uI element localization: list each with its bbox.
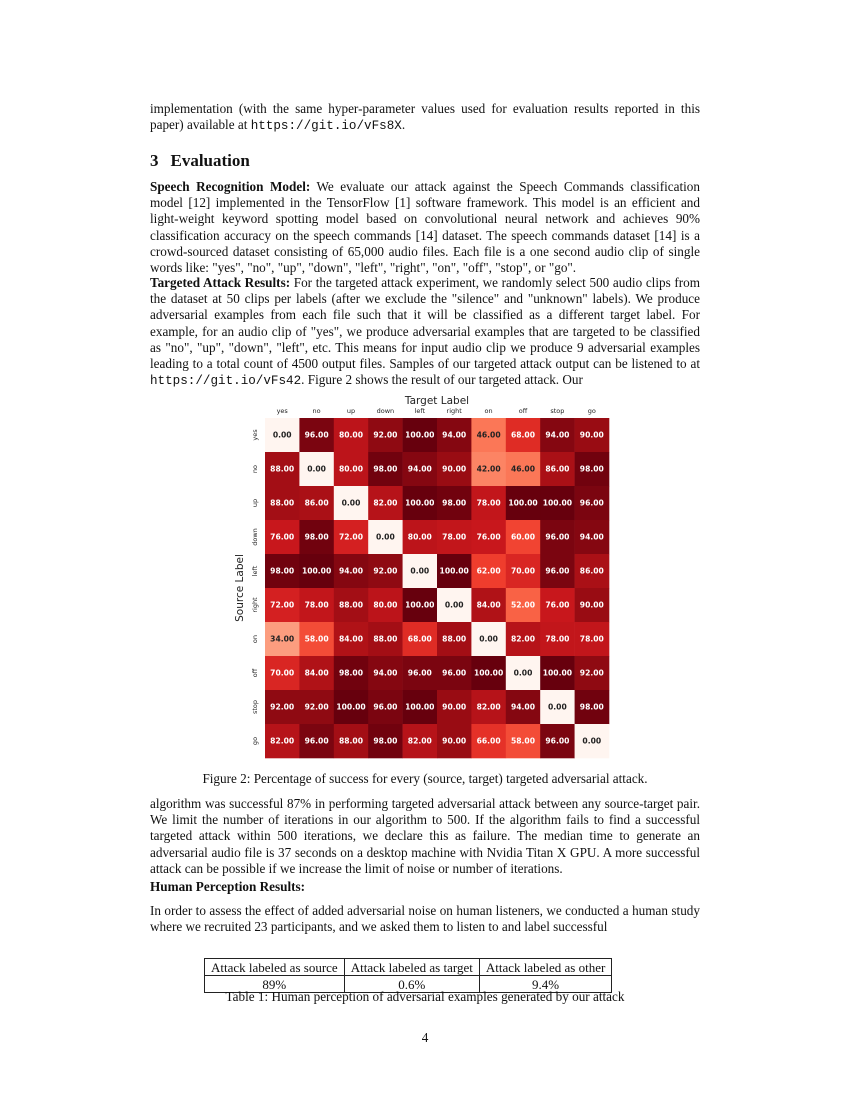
cell-value-label: 94.00 <box>579 532 604 542</box>
cell-value-label: 0.00 <box>410 566 430 576</box>
x-tick-label: down <box>376 407 395 415</box>
cell-value-label: 82.00 <box>373 498 398 508</box>
table-caption: Table 1: Human perception of adversarial examples generated by our attack <box>225 989 625 1004</box>
cell-value-label: 96.00 <box>407 668 432 678</box>
cell-value-label: 100.00 <box>542 498 573 508</box>
code-url-link[interactable]: https://git.io/vFs8X <box>250 119 402 134</box>
cell-value-label: 78.00 <box>579 634 604 644</box>
table-cell: 0.6% <box>344 976 479 993</box>
page-number: 4 <box>421 1030 429 1045</box>
cell-value-label: 92.00 <box>304 702 329 712</box>
cell-value-label: 100.00 <box>405 702 435 712</box>
cell-value-label: 94.00 <box>338 566 364 576</box>
x-tick-label: up <box>346 407 356 415</box>
x-tick-label: go <box>587 407 596 415</box>
cell-value-label: 96.00 <box>545 736 570 746</box>
cell-value-label: 82.00 <box>270 736 295 746</box>
cell-value-label: 46.00 <box>476 430 501 440</box>
table-cell: 89% <box>205 976 345 993</box>
table-header-cell: Attack labeled as target <box>344 959 479 976</box>
cell-value-label: 86.00 <box>304 498 329 508</box>
cell-value-label: 88.00 <box>338 736 364 746</box>
cell-value-label: 98.00 <box>373 736 398 746</box>
cell-value-label: 70.00 <box>270 668 295 678</box>
cell-value-label: 78.00 <box>476 498 501 508</box>
cell-value-label: 96.00 <box>373 702 398 712</box>
cell-value-label: 80.00 <box>338 430 364 440</box>
cell-value-label: 72.00 <box>270 600 295 610</box>
y-tick-label: right <box>251 597 259 613</box>
cell-value-label: 94.00 <box>442 430 467 440</box>
cell-value-label: 94.00 <box>373 668 398 678</box>
intro-text: implementation (with the same hyper-parameter values used for evaluation results reported in this paper) available at <box>150 101 700 133</box>
y-tick-label: go <box>251 736 259 746</box>
y-tick-label: off <box>251 668 259 678</box>
cell-value-label: 82.00 <box>476 702 501 712</box>
cell-value-label: 0.00 <box>376 532 395 542</box>
cell-value-label: 98.00 <box>442 498 467 508</box>
x-tick-label: left <box>414 407 426 415</box>
cell-value-label: 76.00 <box>545 600 570 610</box>
human-paragraph: In order to assess the effect of added adversarial noise on human listeners, we conducted a human study where we recruited 23 participants, and we asked them to listen to and label successful <box>150 903 700 935</box>
cell-value-label: 88.00 <box>270 498 295 508</box>
cell-value-label: 98.00 <box>373 464 398 474</box>
cell-value-label: 100.00 <box>301 566 332 576</box>
cell-value-label: 100.00 <box>405 430 435 440</box>
cell-value-label: 0.00 <box>513 668 533 678</box>
cell-value-label: 78.00 <box>442 532 467 542</box>
y-tick-label: stop <box>251 699 259 715</box>
y-tick-label: down <box>251 528 259 546</box>
cell-value-label: 84.00 <box>304 668 329 678</box>
y-tick-label: yes <box>251 429 259 441</box>
cell-value-label: 0.00 <box>444 600 464 610</box>
table-header-cell: Attack labeled as source <box>205 959 345 976</box>
table-cell: 9.4% <box>479 976 611 993</box>
cell-value-label: 100.00 <box>405 498 435 508</box>
table-header-row <box>205 959 612 976</box>
x-tick-label: right <box>446 407 462 415</box>
cell-value-label: 100.00 <box>439 566 469 576</box>
confusion-heatmap <box>232 392 622 764</box>
cell-value-label: 90.00 <box>442 464 467 474</box>
section-title-text: Evaluation <box>170 151 250 170</box>
cell-value-label: 0.00 <box>479 634 498 644</box>
cell-value-label: 0.00 <box>582 736 602 746</box>
section-title <box>150 151 250 171</box>
model-heading: Speech Recognition Model: <box>150 179 311 194</box>
x-axis-title: Target Label <box>404 395 470 407</box>
cell-value-label: 80.00 <box>373 600 398 610</box>
y-tick-label: on <box>251 634 259 644</box>
cell-value-label: 92.00 <box>373 566 398 576</box>
cell-value-label: 80.00 <box>407 532 432 542</box>
y-axis-title: Source Label <box>234 554 246 622</box>
cell-value-label: 58.00 <box>510 736 536 746</box>
cell-value-label: 86.00 <box>579 566 604 576</box>
cell-value-label: 100.00 <box>336 702 366 712</box>
cell-value-label: 66.00 <box>476 736 501 746</box>
x-tick-label: stop <box>550 407 565 415</box>
cell-value-label: 96.00 <box>304 736 329 746</box>
cell-value-label: 90.00 <box>442 702 467 712</box>
cell-value-label: 96.00 <box>304 430 329 440</box>
cell-value-label: 84.00 <box>338 634 364 644</box>
cell-value-label: 76.00 <box>476 532 501 542</box>
results-paragraph: algorithm was successful 87% in performing targeted adversarial attack between any source-target pair. We limit the number of iterations in our algorithm to 500. If the algorithm fails to find a successful targeted attack within 500 iterations, we declare this as failure. The median time to generate an adversarial audio file is 37 seconds on a desktop machine with Nvidia Titan X GPU. A more successful attack can be possible if we increase the limit of noise or number of iterations. <box>150 796 700 876</box>
cell-value-label: 94.00 <box>407 464 432 474</box>
y-tick-label: left <box>251 565 259 577</box>
samples-url-link[interactable]: https://git.io/vFs42 <box>150 374 302 389</box>
cell-value-label: 90.00 <box>579 430 604 440</box>
targeted-heading: Targeted Attack Results: <box>150 275 291 290</box>
cell-value-label: 98.00 <box>338 668 364 678</box>
cell-value-label: 96.00 <box>442 668 467 678</box>
cell-value-label: 68.00 <box>407 634 432 644</box>
cell-value-label: 58.00 <box>304 634 329 644</box>
y-tick-label: up <box>251 498 259 508</box>
cell-value-label: 100.00 <box>542 668 573 678</box>
cell-value-label: 98.00 <box>579 464 604 474</box>
cell-value-label: 88.00 <box>442 634 467 644</box>
cell-value-label: 34.00 <box>270 634 295 644</box>
cell-value-label: 82.00 <box>510 634 536 644</box>
cell-value-label: 52.00 <box>510 600 536 610</box>
cell-value-label: 0.00 <box>307 464 326 474</box>
cell-value-label: 88.00 <box>270 464 295 474</box>
cell-value-label: 70.00 <box>510 566 536 576</box>
perception-table <box>204 958 612 993</box>
x-tick-label: no <box>312 407 321 415</box>
cell-value-label: 0.00 <box>272 430 292 440</box>
cell-value-label: 88.00 <box>338 600 364 610</box>
cell-value-label: 84.00 <box>476 600 501 610</box>
figure-caption: Figure 2: Percentage of success for every (source, target) targeted adversarial attack. <box>202 771 648 786</box>
section-number: 3 <box>150 151 159 170</box>
cell-value-label: 94.00 <box>545 430 570 440</box>
cell-value-label: 78.00 <box>304 600 329 610</box>
cell-value-label: 90.00 <box>442 736 467 746</box>
cell-value-label: 86.00 <box>545 464 570 474</box>
cell-value-label: 92.00 <box>270 702 295 712</box>
cell-value-label: 46.00 <box>510 464 536 474</box>
x-tick-label: yes <box>276 407 288 415</box>
cell-value-label: 88.00 <box>373 634 398 644</box>
cell-value-label: 98.00 <box>579 702 604 712</box>
cell-value-label: 0.00 <box>341 498 361 508</box>
cell-value-label: 96.00 <box>545 566 570 576</box>
y-tick-label: no <box>251 464 259 474</box>
targeted-paragraph: Targeted Attack Results: For the targeted attack experiment, we randomly select 500 audio clips from the dataset at 50 clips per labels (after we exclude the "silence" and "unknown" labels). We produce adversarial examples from each file such that it will be classified as a different target label. For example, for an audio clip of "yes", we produce adversarial examples that are targeted to be classified as "no", "up", "down", "left", etc. This means for input audio clip we produce 9 adversarial examples leading to a total count of 4500 output files. Samples of our targeted attack output can be listened to at https://git.io/vFs42. Figure 2 shows the result of our targeted attack. Our <box>150 275 700 389</box>
cell-value-label: 100.00 <box>473 668 504 678</box>
cell-value-label: 42.00 <box>476 464 501 474</box>
cell-value-label: 92.00 <box>373 430 398 440</box>
cell-value-label: 90.00 <box>579 600 604 610</box>
cell-value-label: 92.00 <box>579 668 604 678</box>
cell-value-label: 96.00 <box>545 532 570 542</box>
cell-value-label: 0.00 <box>548 702 567 712</box>
table-header-cell: Attack labeled as other <box>479 959 611 976</box>
x-tick-label: on <box>484 407 493 415</box>
cell-value-label: 98.00 <box>304 532 329 542</box>
cell-value-label: 76.00 <box>270 532 295 542</box>
cell-value-label: 60.00 <box>510 532 536 542</box>
cell-value-label: 96.00 <box>579 498 604 508</box>
intro-paragraph: implementation (with the same hyper-parameter values used for evaluation results reported in this paper) available at https://git.io/vFs8X. <box>150 101 700 134</box>
cell-value-label: 72.00 <box>338 532 364 542</box>
cell-value-label: 100.00 <box>405 600 435 610</box>
cell-value-label: 62.00 <box>476 566 501 576</box>
cell-value-label: 68.00 <box>510 430 536 440</box>
cell-value-label: 82.00 <box>407 736 432 746</box>
cell-value-label: 78.00 <box>545 634 570 644</box>
cell-value-label: 94.00 <box>510 702 536 712</box>
model-paragraph: Speech Recognition Model: We evaluate our attack against the Speech Commands classification model [12] implemented in the TensorFlow [1] software framework. This model is an efficient and light-weight keyword spotting model based on convolutional neural network and achieves 90% classification accuracy on the speech commands [14] dataset. The speech commands dataset [14] is a crowd-sourced dataset consisting of 65,000 audio files. Each file is a one second audio clip of single words like: "yes", "no", "up", "down", "left", "right", "on", "off", "stop", or "go". <box>150 179 700 276</box>
human-heading: Human Perception Results: <box>150 879 306 894</box>
cell-value-label: 80.00 <box>338 464 364 474</box>
cell-value-label: 100.00 <box>508 498 538 508</box>
cell-value-label: 98.00 <box>270 566 295 576</box>
x-tick-label: off <box>518 407 528 415</box>
